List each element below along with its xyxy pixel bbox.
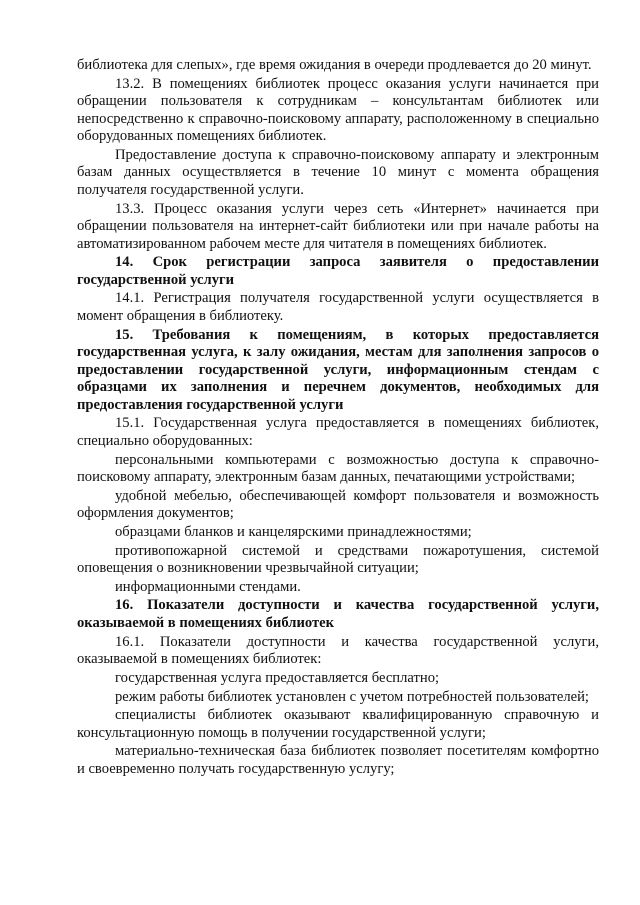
document-page: [77, 57, 599, 778]
list-item-specialists: специалисты библиотек оказывают квалифицированную справочную и консультационную помощь в получении государственной услуги;: [77, 707, 599, 741]
list-item-info-stands: информационными стендами.: [115, 578, 301, 595]
section-heading-14: 14. Срок регистрации запроса заявителя о предоставлении государственной услуги: [77, 254, 599, 288]
list-item-computers: персональными компьютерами с возможностью доступа к справочно-поисковому аппарату, электронным базам данных, печатающими устройствами;: [77, 451, 599, 485]
paragraph-access-time: Предоставление доступа к справочно-поисковому аппарату и электронным базам данных осуществляется в течение 10 минут с момента обращения получателя государственной услуги.: [77, 146, 599, 198]
section-heading-15: 15. Требования к помещениям, в которых предоставляется государственная услуга, к залу ожидания, местам для заполнения запросов о предоставлении государственной услуги, информационным стендам с образцами их заполнения и перечнем документов, необходимых для предоставления государственной услуги: [77, 326, 599, 413]
list-item-technical-base: материально-техническая база библиотек позволяет посетителям комфортно и своевременно получать государственную услугу;: [77, 743, 599, 777]
paragraph-13-2: 13.2. В помещениях библиотек процесс оказания услуги начинается при обращении пользователя к сотрудникам – консультантам библиотек или непосредственно к справочно-поисковому аппарату, расположенному в специально оборудованных помещениях библиотек.: [77, 75, 599, 145]
paragraph-16-1: 16.1. Показатели доступности и качества государственной услуги, оказываемой в помещениях библиотек:: [77, 633, 599, 668]
paragraph-13-3: 13.3. Процесс оказания услуги через сеть «Интернет» начинается при обращении пользователя на интернет-сайт библиотеки или при начале работы на автоматизированном рабочем месте для читателя в помещениях библиотек.: [77, 200, 599, 252]
list-item-working-hours: режим работы библиотек установлен с учетом потребностей пользователей;: [115, 688, 589, 705]
paragraph-continuation: библиотека для слепых», где время ожидания в очереди продлевается до 20 минут.: [77, 57, 592, 73]
paragraph-14-1: 14.1. Регистрация получателя государственной услуги осуществляется в момент обращения в библиотеку.: [77, 290, 599, 324]
paragraph-15-1: 15.1. Государственная услуга предоставляется в помещениях библиотек, специально оборудованных:: [77, 415, 599, 449]
list-item-forms: образцами бланков и канцелярскими принадлежностями;: [115, 523, 472, 540]
list-item-fire-safety: противопожарной системой и средствами пожаротушения, системой оповещения о возникновении чрезвычайной ситуации;: [77, 542, 599, 577]
list-item-free-service: государственная услуга предоставляется бесплатно;: [115, 669, 440, 686]
list-item-furniture: удобной мебелью, обеспечивающей комфорт пользователя и возможность оформления документов;: [77, 487, 599, 522]
section-heading-16: 16. Показатели доступности и качества государственной услуги, оказываемой в помещениях библиотек: [77, 597, 599, 631]
